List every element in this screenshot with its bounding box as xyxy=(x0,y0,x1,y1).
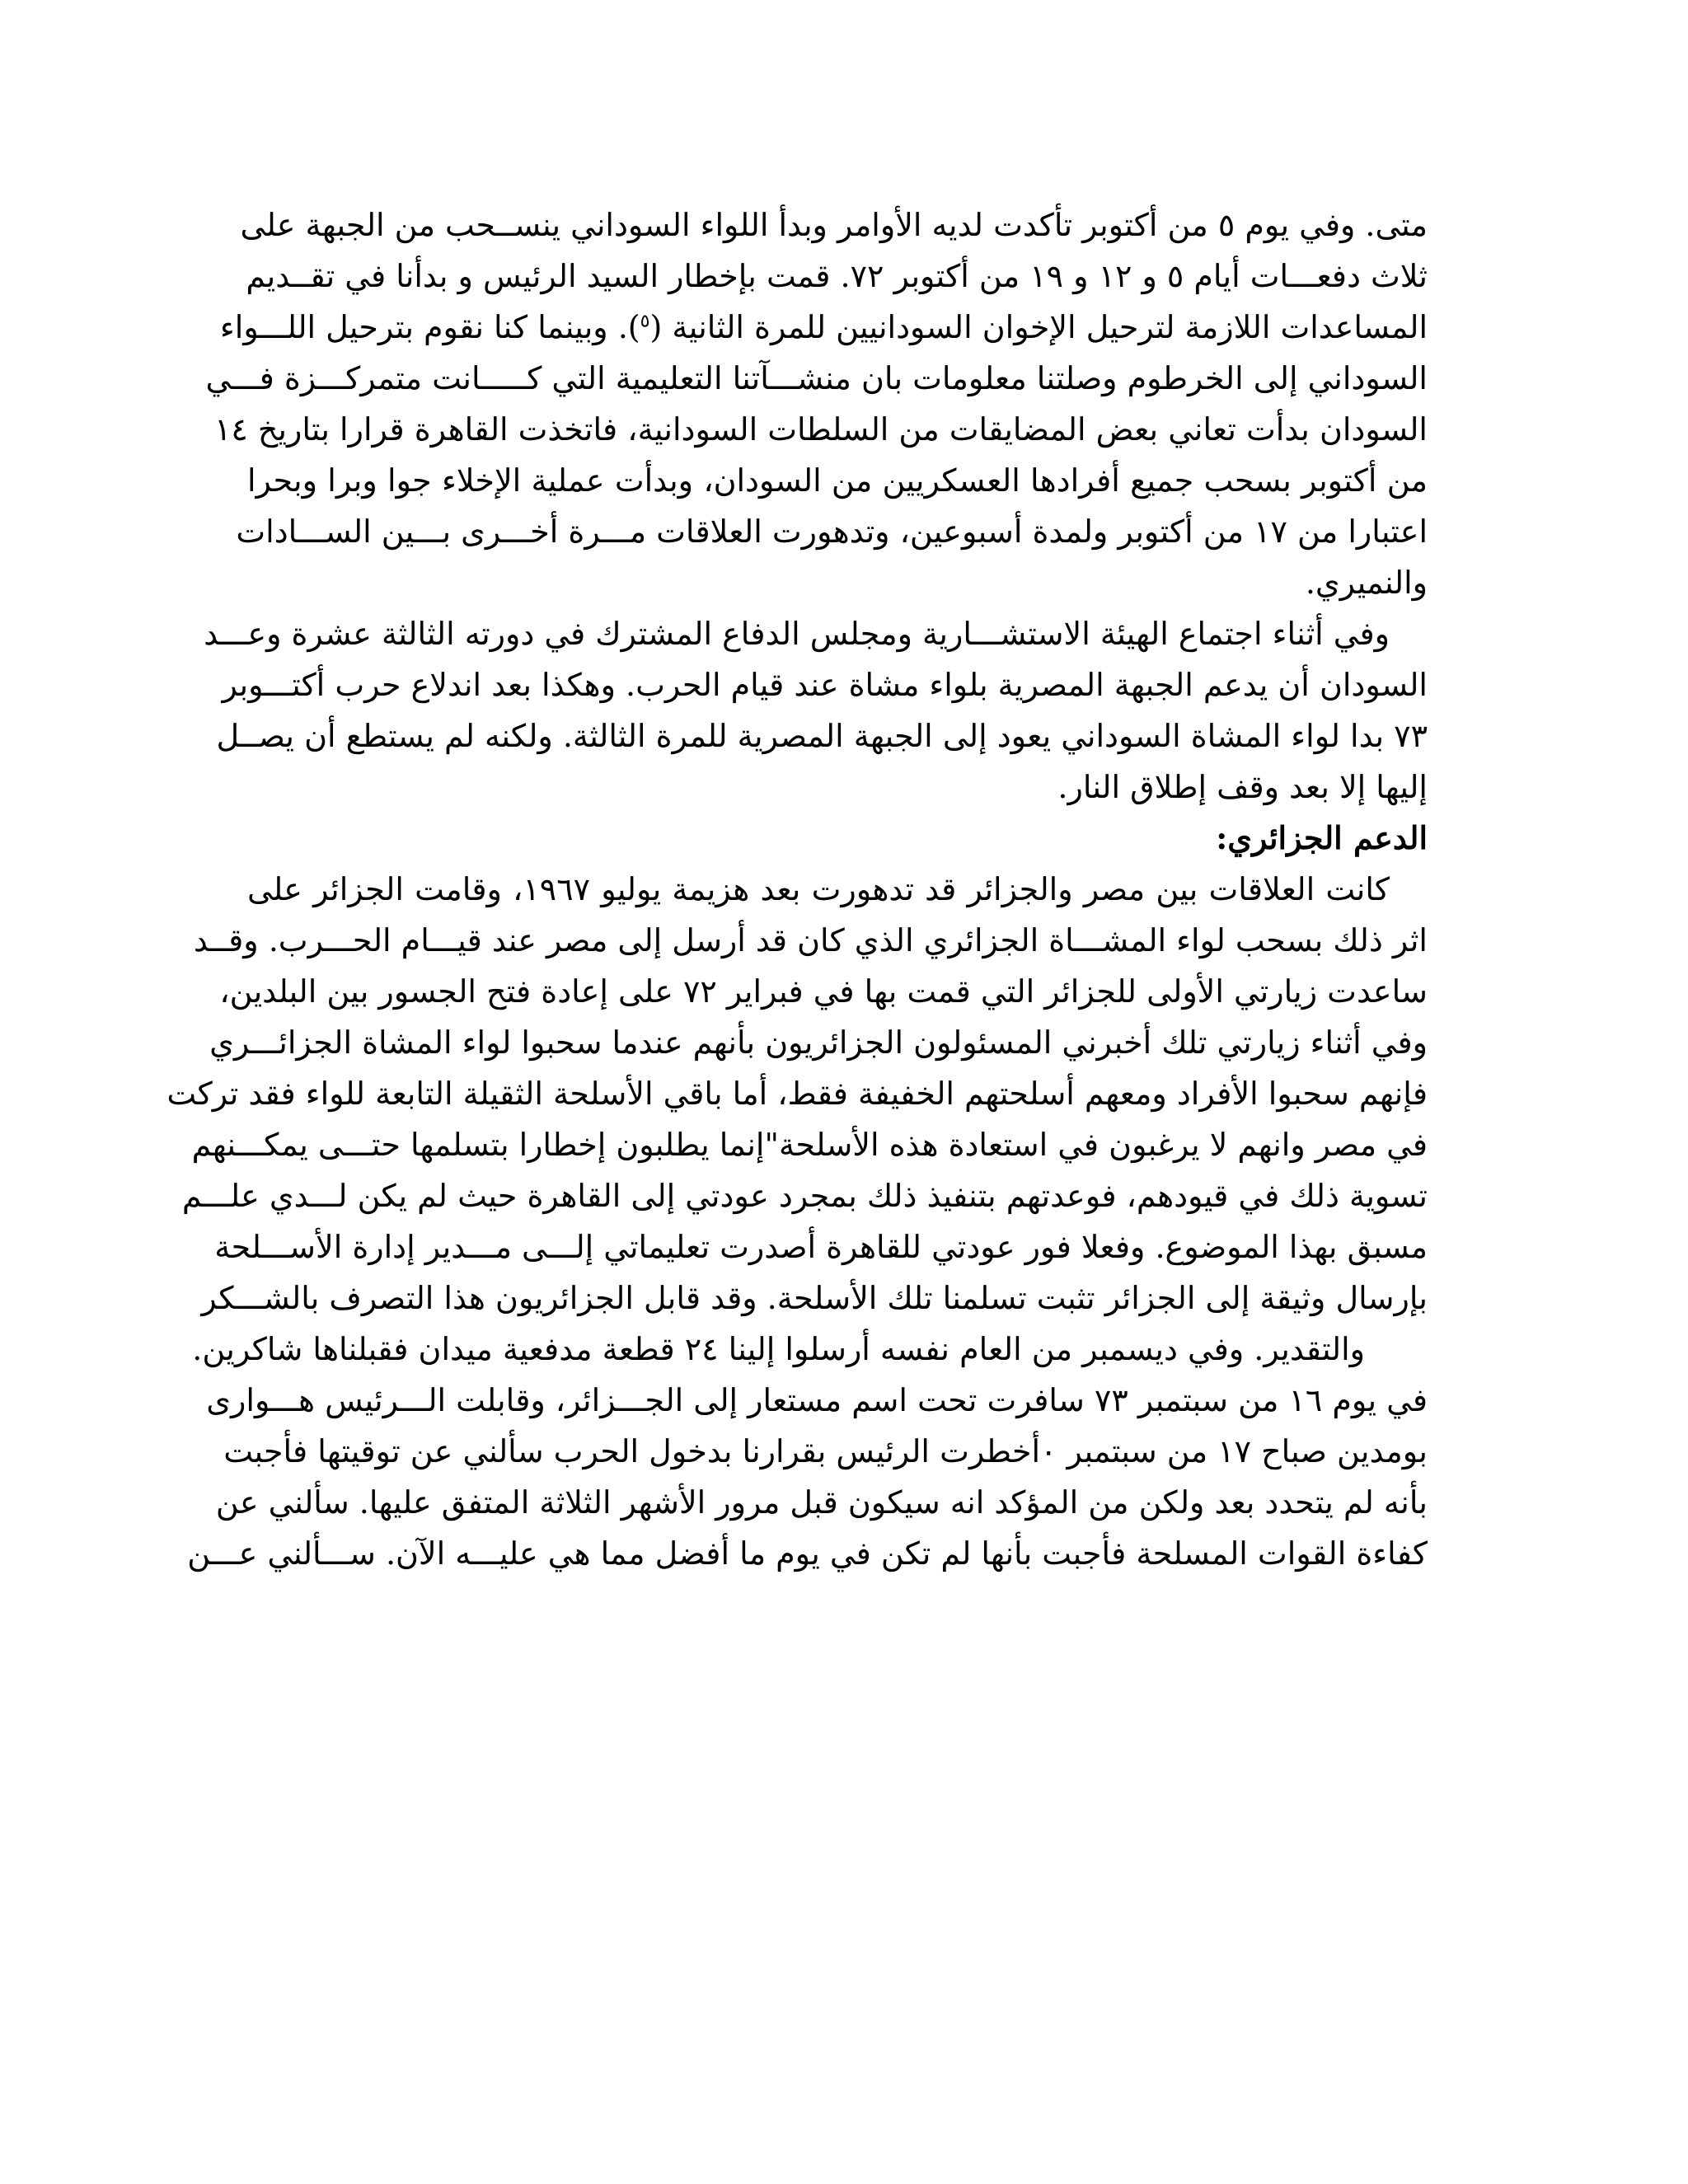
text-line: ٧٣ بدا لواء المشاة السوداني يعود إلى الجبهة المصرية للمرة الثالثة. ولكنه لم يستطع أن يصــل xyxy=(216,718,1428,754)
text-line: من أكتوبر بسحب جميع أفرادها العسكريين من السودان، وبدأت عملية الإخلاء جوا وبرا وبحرا xyxy=(247,462,1428,499)
text-line: فإنهم سحبوا الأفراد ومعهم أسلحتهم الخفيفة فقط، أما باقي الأسلحة الثقيلة التابعة للواء فقد تركت xyxy=(166,1076,1428,1112)
section-heading-algerian-support xyxy=(247,813,1428,864)
text-line: السودان أن يدعم الجبهة المصرية بلواء مشاة عند قيام الحرب. وهكذا بعد اندلاع حرب أكتـــوبر xyxy=(222,667,1428,703)
text-segment: المساعدات اللازمة لترحيل الإخوان السودانيين للمرة الثانية ( xyxy=(649,309,1428,345)
text-line: السوداني إلى الخرطوم وصلتنا معلومات بان منشـــآتنا التعليمية التي كـــــانت متمركـــزة فـــي xyxy=(205,360,1428,396)
paragraph-algeria-relations xyxy=(166,864,1428,1375)
text-line: إليها إلا بعد وقف إطلاق النار. xyxy=(1057,769,1428,805)
text-line: بومدين صباح ١٧ من سبتمبر ٠أخطرت الرئيس بقرارنا بدخول الحرب سألني عن توقيتها فأجبت xyxy=(223,1433,1428,1469)
document-body xyxy=(166,199,1428,1579)
text-line: متى. وفي يوم ٥ من أكتوبر تأكدت لديه الأوامر وبدأ اللواء السوداني ينســحب من الجبهة على xyxy=(240,207,1428,243)
section-heading: الدعم الجزائري: xyxy=(1216,819,1428,856)
text-line: كانت العلاقات بين مصر والجزائر قد تدهورت بعد هزيمة يوليو ١٩٦٧، وقامت الجزائر على xyxy=(247,871,1390,907)
text-segment: ). وبينما كنا نقوم بترحيل اللـــواء xyxy=(219,309,640,345)
text-line: وفي أثناء زيارتي تلك أخبرني المسئولون الجزائريون بأنهم عندما سحبوا لواء المشاة الجزائـــري xyxy=(209,1024,1428,1061)
paragraph-sudan-infantry xyxy=(204,608,1428,813)
text-line: في مصر وانهم لا يرغبون في استعادة هذه الأسلحة"إنما يطلبون إخطارا بتسلمها حتـــى يمكـــنهم xyxy=(191,1127,1428,1163)
footnote-marker[interactable]: ٥ xyxy=(640,311,650,332)
text-line: ثلاث دفعـــات أيام ٥ و ١٢ و ١٩ من أكتوبر ٧٢. قمت بإخطار السيد الرئيس و بدأنا في تقــديم xyxy=(246,258,1428,294)
text-line: كفاءة القوات المسلحة فأجبت بأنها لم تكن في يوم ما أفضل مما هي عليـــه الآن. ســـألني عـــن xyxy=(187,1535,1428,1572)
text-line: والنميري. xyxy=(1305,565,1428,601)
text-line: في يوم ١٦ من سبتمبر ٧٣ سافرت تحت اسم مستعار إلى الجـــزائر، وقابلت الـــرئيس هـــوارى xyxy=(206,1382,1428,1418)
paragraph-sudan-withdrawal xyxy=(205,199,1428,608)
text-line: مسبق بهذا الموضوع. وفعلا فور عودتي للقاهرة أصدرت تعليماتي إلـــى مـــدير إدارة الأســـلحة xyxy=(214,1229,1428,1265)
text-line xyxy=(219,302,1428,353)
text-line: اثر ذلك بسحب لواء المشـــاة الجزائري الذي كان قد أرسل إلى مصر عند قيـــام الحـــرب. وقــد xyxy=(193,922,1428,958)
paragraph-boumediene-meeting xyxy=(187,1375,1428,1579)
text-line: بإرسال وثيقة إلى الجزائر تثبت تسلمنا تلك الأسلحة. وقد قابل الجزائريون هذا التصرف بالشـــكر xyxy=(201,1280,1428,1316)
text-line: السودان بدأت تعاني بعض المضايقات من السلطات السودانية، فاتخذت القاهرة قرارا بتاريخ ١٤ xyxy=(213,411,1428,448)
text-line: اعتبارا من ١٧ من أكتوبر ولمدة أسبوعين، وتدهورت العلاقات مـــرة أخـــرى بـــين الســـادات xyxy=(236,513,1428,550)
text-line: والتقدير. وفي ديسمبر من العام نفسه أرسلوا إلينا ٢٤ قطعة مدفعية ميدان فقبلناها شاكرين. xyxy=(192,1331,1365,1367)
text-line: ساعدت زيارتي الأولى للجزائر التي قمت بها في فبراير ٧٢ على إعادة فتح الجسور بين البلدين، xyxy=(219,973,1428,1010)
text-line: تسوية ذلك في قيودهم، فوعدتهم بتنفيذ ذلك بمجرد عودتي إلى القاهرة حيث لم يكن لـــدي علـــم xyxy=(181,1178,1428,1214)
text-line: بأنه لم يتحدد بعد ولكن من المؤكد انه سيكون قبل مرور الأشهر الثلاثة المتفق عليها. سألني عن xyxy=(215,1484,1428,1521)
text-line: وفي أثناء اجتماع الهيئة الاستشـــارية ومجلس الدفاع المشترك في دورته الثالثة عشرة وعـــد xyxy=(204,616,1390,652)
